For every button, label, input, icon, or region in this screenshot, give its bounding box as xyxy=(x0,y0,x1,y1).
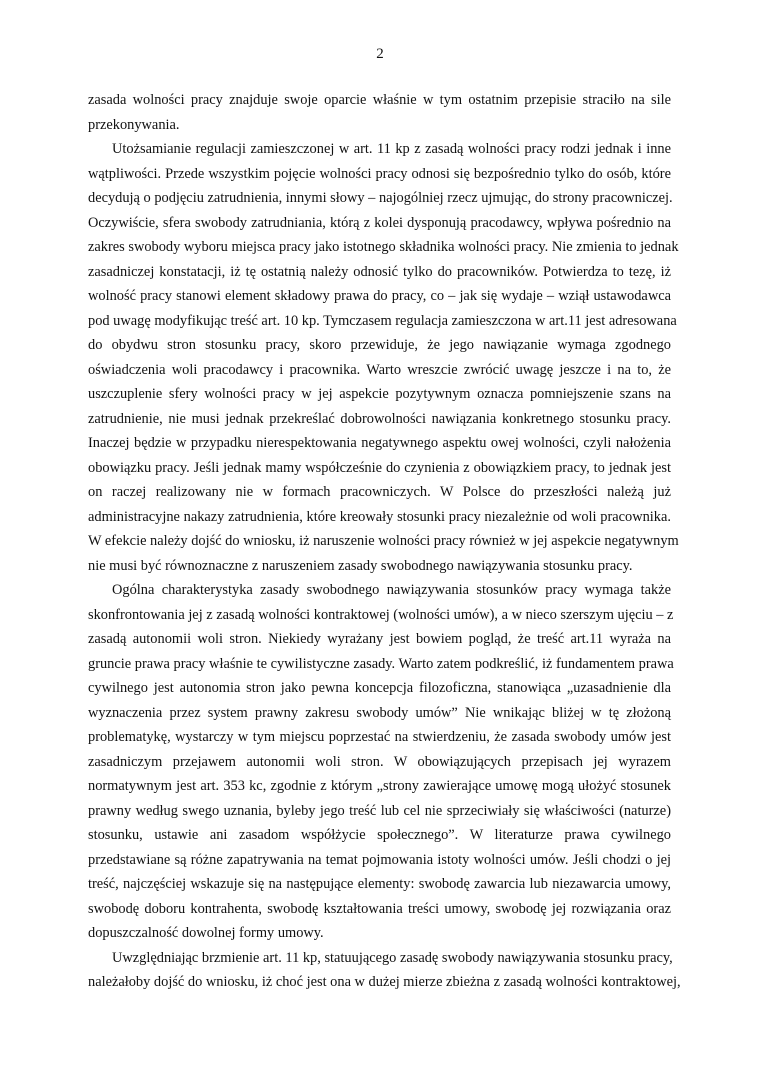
text-line: obowiązku pracy. Jeśli jednak mamy współcześnie do czynienia z obowiązkiem pracy, to jednak jest xyxy=(88,459,671,476)
text-line: Uwzględniając brzmienie art. 11 kp, statuującego zasadę swobody nawiązywania stosunku pracy, xyxy=(112,949,673,966)
text-line: przedstawiane są różne zapatrywania na temat pojmowania istoty wolności umów. Jeśli chodzi o jej xyxy=(88,851,671,868)
text-line: pod uwagę modyfikując treść art. 10 kp. Tymczasem regulacja zamieszczona w art.11 jest adresowana xyxy=(88,312,677,329)
text-line: normatywnym jest art. 353 kc, zgodnie z którym „strony zawierające umowę mogą ułożyć stosunek xyxy=(88,778,671,794)
text-line: Utożsamianie regulacji zamieszczonej w art. 11 kp z zasadą wolności pracy rodzi jednak i inne xyxy=(112,141,671,157)
text-line: gruncie prawa pracy właśnie te cywilistyczne zasady. Warto zatem podkreślić, iż fundamentem prawa xyxy=(88,655,674,672)
text-line: dopuszczalność dowolnej formy umowy. xyxy=(88,925,324,941)
text-line: zasada wolności pracy znajduje swoje oparcie właśnie w tym ostatnim przepisie straciło na sile xyxy=(88,92,671,108)
text-line: stosunku, ustawie ani zasadom współżycie społecznego”. W literaturze prawa cywilnego xyxy=(88,827,671,843)
text-line: zatrudnienie, nie musi jednak przekreślać dobrowolności nawiązania konkretnego stosunku pracy. xyxy=(88,410,671,427)
text-line: cywilnego jest autonomia stron jako pewna koncepcja filozoficzna, stanowiąca „uzasadnienie dla xyxy=(88,680,671,696)
text-line: problematykę, wystarczy w tym miejscu poprzestać na stwierdzeniu, że zasada swobody umów jest xyxy=(88,729,671,745)
text-line: Inaczej będzie w przypadku nierespektowania negatywnego aspektu owej wolności, czyli nałożenia xyxy=(88,435,671,451)
text-line: skonfrontowania jej z zasadą wolności kontraktowej (wolności umów), a w nieco szerszym ujęciu – z xyxy=(88,606,674,623)
text-line: treść, najczęściej wskazuje się na następujące elementy: swobodę zawarcia lub niezawarcia umowy, xyxy=(88,876,671,892)
text-line: decydują o podjęciu zatrudnienia, innymi słowy – najogólniej rzecz ujmując, do strony pracowniczej. xyxy=(88,190,673,206)
text-line: administracyjne nakazy zatrudnienia, które kreowały stosunki pracy niezależnie od woli pracownika. xyxy=(88,508,671,525)
text-line: on raczej realizowany nie w formach pracowniczych. W Polsce do przeszłości należą już xyxy=(88,484,671,500)
paragraph-4 xyxy=(88,946,681,995)
text-line: swobodę doboru kontrahenta, swobodę kształtowania treści umowy, swobodę jej rozwiązania oraz xyxy=(88,900,671,917)
text-line: wątpliwości. Przede wszystkim pojęcie wolności pracy odnosi się bezpośrednio tylko do osób, które xyxy=(88,165,671,182)
text-line: Oczywiście, sfera swobody zatrudniania, którą z kolei dysponują pracodawcy, wpływa pośrednio na xyxy=(88,214,671,231)
text-line: zakres swobody wyboru miejsca pracy jako istotnego składnika wolności pracy. Nie zmienia to jednak xyxy=(88,239,679,255)
body-text xyxy=(88,88,681,995)
text-line: wyznaczenia przez system prawny zakresu swobody umów” Nie wnikając bliżej w tę złożoną xyxy=(88,704,671,721)
text-line: W efekcie należy dojść do wniosku, iż naruszenie wolności pracy również w jej aspekcie negatywnym xyxy=(88,533,679,549)
text-line: zasadą autonomii woli stron. Niekiedy wyrażany jest bowiem pogląd, że treść art.11 wyraża na xyxy=(88,631,671,647)
text-line: oświadczenia woli pracodawcy i pracownika. Warto wreszcie zwrócić uwagę jeszcze i na to, że xyxy=(88,361,671,378)
text-line: przekonywania. xyxy=(88,116,180,133)
page-number: 2 xyxy=(376,46,384,62)
paragraph-1 xyxy=(88,88,671,137)
paragraph-2 xyxy=(88,137,679,578)
text-line: zasadniczym przejawem autonomii woli stron. W obowiązujących przepisach jej wyrazem xyxy=(88,753,671,770)
text-line: do obydwu stron stosunku pracy, skoro przewiduje, że jego nawiązanie wymaga zgodnego xyxy=(88,337,671,353)
paragraph-3 xyxy=(88,578,674,946)
text-line: wolność pracy stanowi element składowy prawa do pracy, co – jak się wydaje – wziął ustawodawca xyxy=(88,288,671,304)
text-line: należałoby dojść do wniosku, iż choć jest ona w dużej mierze zbieżna z zasadą wolności kontraktowej, xyxy=(88,974,681,990)
text-line: Ogólna charakterystyka zasady swobodnego nawiązywania stosunków pracy wymaga także xyxy=(112,582,671,598)
text-line: zasadniczej konstatacji, iż tę ostatnią należy odnosić tylko do pracowników. Potwierdza to tezę, iż xyxy=(88,263,671,280)
text-line: uszczuplenie sfery wolności pracy w jej aspekcie pozytywnym oznacza pomniejszenie szans na xyxy=(88,386,671,402)
text-line: nie musi być równoznaczne z naruszeniem zasady swobodnego nawiązywania stosunku pracy. xyxy=(88,557,633,574)
text-line: prawny według swego uznania, byleby jego treść lub cel nie sprzeciwiały się właściwości (naturze) xyxy=(88,802,671,819)
